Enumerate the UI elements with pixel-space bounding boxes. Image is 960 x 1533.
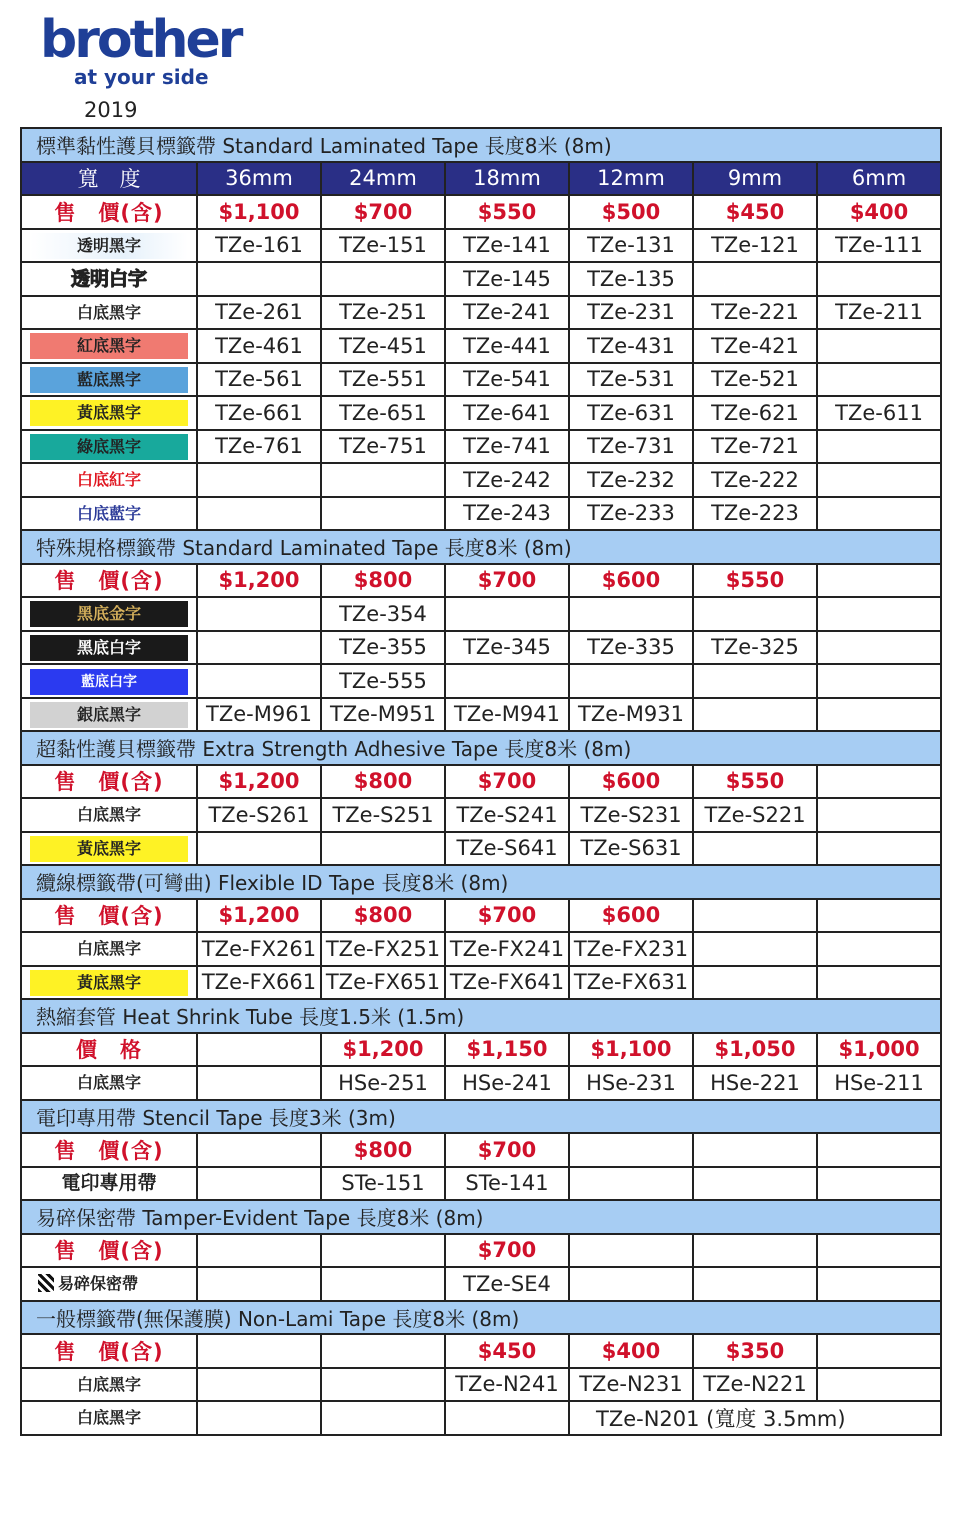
price-cell [569,1234,693,1268]
row-label: 白底藍字 [76,503,141,523]
model-cell [197,664,321,698]
price-row [21,1033,941,1067]
price-cell: $600 [569,899,693,933]
row-label: 綠底黑字 [30,434,188,460]
model-cell: TZe-231 [569,296,693,330]
row-label-cell [21,798,197,832]
price-cell: $450 [693,195,817,229]
model-cell: TZe-S641 [445,832,569,866]
price-cell: $400 [817,195,941,229]
model-cell [197,1267,321,1301]
price-cell [817,765,941,799]
model-cell [197,1368,321,1402]
model-cell: TZe-531 [569,363,693,397]
row-label-cell [21,597,197,631]
section-title: 標準黏性護貝標籤帶 Standard Laminated Tape 長度8米 (8m) [21,128,941,162]
price-row [21,1234,941,1268]
model-cell [817,798,941,832]
row-label: 黃底黑字 [30,400,188,426]
section-title-row [21,865,941,899]
section-title-row [21,1100,941,1134]
width-header-cell: 24mm [321,162,445,196]
model-cell: TZe-345 [445,631,569,665]
row-label: 白底黑字 [76,1408,141,1428]
model-cell: TZe-161 [197,229,321,263]
row-label-cell [21,463,197,497]
model-cell: TZe-731 [569,430,693,464]
price-cell [817,1234,941,1268]
price-label: 售 價(含) [21,564,197,598]
product-row [21,497,941,531]
model-cell: TZe-N221 [693,1368,817,1402]
price-cell [197,1133,321,1167]
price-cell: $800 [321,564,445,598]
price-cell: $550 [445,195,569,229]
model-cell: TZe-761 [197,430,321,464]
note-row [21,1401,941,1435]
row-label-cell [21,932,197,966]
model-cell: TZe-641 [445,396,569,430]
model-cell: TZe-121 [693,229,817,263]
model-cell: TZe-M931 [569,698,693,732]
model-cell: TZe-555 [321,664,445,698]
price-cell: $700 [445,1234,569,1268]
price-cell: $800 [321,765,445,799]
model-cell [817,664,941,698]
brand-tagline: at your side [74,65,209,89]
model-cell: TZe-S261 [197,798,321,832]
model-cell [569,1267,693,1301]
price-cell [817,564,941,598]
price-cell: $550 [693,765,817,799]
model-cell [321,1368,445,1402]
model-cell: TZe-111 [817,229,941,263]
model-cell [321,1401,445,1435]
model-cell: TZe-233 [569,497,693,531]
model-cell: TZe-621 [693,396,817,430]
model-cell: TZe-FX261 [197,932,321,966]
section-title-row [21,530,941,564]
price-row [21,564,941,598]
model-cell [321,1267,445,1301]
price-cell: $450 [445,1334,569,1368]
row-label: 白底黑字 [76,1374,141,1394]
row-label-cell [21,698,197,732]
product-row [21,229,941,263]
model-cell [693,664,817,698]
row-label: 透明白字 [70,267,147,290]
model-cell: TZe-131 [569,229,693,263]
product-row [21,1267,941,1301]
product-row [21,262,941,296]
price-cell: $350 [693,1334,817,1368]
model-cell [693,1167,817,1201]
model-cell: TZe-N231 [569,1368,693,1402]
model-cell: TZe-355 [321,631,445,665]
model-cell: TZe-241 [445,296,569,330]
product-row [21,463,941,497]
price-cell [693,1234,817,1268]
product-row [21,396,941,430]
section-title: 纜線標籤帶(可彎曲) Flexible ID Tape 長度8米 (8m) [21,865,941,899]
model-cell: HSe-211 [817,1066,941,1100]
model-cell [693,832,817,866]
row-label: 白底黑字 [76,805,141,825]
row-label: 透明黑字 [30,233,188,259]
model-cell: TZe-223 [693,497,817,531]
price-cell: $700 [445,1133,569,1167]
model-cell [321,262,445,296]
model-cell [817,966,941,1000]
price-cell: $1,200 [197,564,321,598]
model-cell: HSe-221 [693,1066,817,1100]
model-cell [817,430,941,464]
model-cell [817,497,941,531]
model-cell: TZe-141 [445,229,569,263]
note-cell: TZe-N201 (寬度 3.5mm) [569,1401,941,1435]
row-label-cell [21,296,197,330]
product-row [21,329,941,363]
model-cell: TZe-221 [693,296,817,330]
model-cell: TZe-251 [321,296,445,330]
model-cell [693,597,817,631]
width-header-cell: 36mm [197,162,321,196]
model-cell: TZe-FX641 [445,966,569,1000]
model-cell: TZe-135 [569,262,693,296]
price-cell [569,1133,693,1167]
model-cell: TZe-451 [321,329,445,363]
section-title-row [21,1200,941,1234]
section-title: 一般標籤帶(無保護膜) Non-Lami Tape 長度8米 (8m) [21,1301,941,1335]
model-cell: TZe-521 [693,363,817,397]
model-cell: STe-151 [321,1167,445,1201]
product-row [21,832,941,866]
model-cell: TZe-M941 [445,698,569,732]
model-cell [817,832,941,866]
price-cell: $800 [321,899,445,933]
product-row [21,1368,941,1402]
product-row [21,966,941,1000]
model-cell: TZe-721 [693,430,817,464]
model-cell: TZe-FX231 [569,932,693,966]
width-header-cell: 6mm [817,162,941,196]
section-title: 超黏性護貝標籤帶 Extra Strength Adhesive Tape 長度8米 (8m) [21,731,941,765]
model-cell [197,1401,321,1435]
row-label: 易碎保密帶 [58,1274,139,1294]
model-cell [321,497,445,531]
model-cell: TZe-FX251 [321,932,445,966]
model-cell: TZe-M951 [321,698,445,732]
model-cell [817,1167,941,1201]
product-row [21,363,941,397]
price-cell: $1,200 [321,1033,445,1067]
model-cell [817,1368,941,1402]
model-cell [197,497,321,531]
row-label-cell [21,664,197,698]
model-cell: TZe-232 [569,463,693,497]
row-label: 黃底黑字 [30,970,188,996]
price-label: 售 價(含) [21,1133,197,1167]
row-label-cell [21,497,197,531]
product-row [21,597,941,631]
model-cell: TZe-561 [197,363,321,397]
price-cell: $600 [569,564,693,598]
row-label-cell [21,396,197,430]
price-cell: $1,200 [197,765,321,799]
model-cell: TZe-325 [693,631,817,665]
row-label-cell [21,430,197,464]
row-label-cell [21,329,197,363]
model-cell: TZe-S631 [569,832,693,866]
model-cell: TZe-243 [445,497,569,531]
model-cell: TZe-N241 [445,1368,569,1402]
model-cell [197,463,321,497]
width-header-cell: 12mm [569,162,693,196]
model-cell: TZe-S241 [445,798,569,832]
price-cell [197,1033,321,1067]
section-title-row [21,128,941,162]
model-cell [321,463,445,497]
model-cell [817,698,941,732]
model-cell [693,1267,817,1301]
row-label-cell [21,1066,197,1100]
row-label: 紅底黑字 [30,333,188,359]
width-header-row [21,162,941,196]
price-cell [817,1334,941,1368]
model-cell [693,698,817,732]
row-label-cell [21,1267,197,1301]
model-cell [817,597,941,631]
model-cell: TZe-751 [321,430,445,464]
brother-logo [40,10,241,92]
model-cell [445,1401,569,1435]
row-label: 白底黑字 [76,302,141,322]
model-cell [321,832,445,866]
model-cell: TZe-151 [321,229,445,263]
row-label: 電印專用帶 [61,1172,157,1195]
price-row [21,195,941,229]
price-cell [197,1234,321,1268]
model-cell [197,832,321,866]
row-label: 黃底黑字 [30,836,188,862]
model-cell: TZe-FX651 [321,966,445,1000]
row-label-cell [21,262,197,296]
model-cell: TZe-FX661 [197,966,321,1000]
row-label: 白底黑字 [76,1073,141,1093]
model-cell [445,597,569,631]
price-cell [693,1133,817,1167]
section-title: 熱縮套管 Heat Shrink Tube 長度1.5米 (1.5m) [21,999,941,1033]
model-cell [197,262,321,296]
price-cell: $1,100 [569,1033,693,1067]
price-row [21,1334,941,1368]
section-title: 特殊規格標籤帶 Standard Laminated Tape 長度8米 (8m) [21,530,941,564]
row-label-cell [21,966,197,1000]
model-cell: HSe-231 [569,1066,693,1100]
model-cell: TZe-FX241 [445,932,569,966]
model-cell [569,1167,693,1201]
model-cell: TZe-441 [445,329,569,363]
section-title: 電印專用帶 Stencil Tape 長度3米 (3m) [21,1100,941,1134]
model-cell [817,631,941,665]
price-cell: $800 [321,1133,445,1167]
year-label: 2019 [84,98,138,122]
product-row [21,798,941,832]
model-cell: TZe-242 [445,463,569,497]
price-cell: $1,050 [693,1033,817,1067]
model-cell: TZe-S221 [693,798,817,832]
row-label-cell [21,1167,197,1201]
model-cell: TZe-661 [197,396,321,430]
model-cell: TZe-145 [445,262,569,296]
price-row [21,1133,941,1167]
model-cell: TZe-551 [321,363,445,397]
row-label-cell [21,1368,197,1402]
model-cell [817,932,941,966]
model-cell: TZe-SE4 [445,1267,569,1301]
section-title: 易碎保密帶 Tamper-Evident Tape 長度8米 (8m) [21,1200,941,1234]
model-cell: HSe-241 [445,1066,569,1100]
model-cell: TZe-M961 [197,698,321,732]
model-cell: TZe-461 [197,329,321,363]
price-cell: $1,200 [197,899,321,933]
price-cell: $500 [569,195,693,229]
price-row [21,899,941,933]
width-header-label: 寬 度 [21,162,197,196]
price-cell [321,1234,445,1268]
width-header-cell: 18mm [445,162,569,196]
price-cell: $1,150 [445,1033,569,1067]
price-cell: $700 [445,899,569,933]
model-cell [817,363,941,397]
product-row [21,1167,941,1201]
brand-name: brother [40,10,241,70]
model-cell [569,664,693,698]
product-row [21,698,941,732]
model-cell [817,262,941,296]
model-cell: TZe-335 [569,631,693,665]
model-cell: TZe-FX631 [569,966,693,1000]
row-label: 白底紅字 [76,470,141,490]
price-label: 售 價(含) [21,765,197,799]
model-cell [817,329,941,363]
model-cell [197,631,321,665]
price-cell [817,899,941,933]
model-cell [197,1167,321,1201]
model-cell: TZe-222 [693,463,817,497]
product-row [21,664,941,698]
model-cell: TZe-S251 [321,798,445,832]
product-row [21,932,941,966]
product-row [21,1066,941,1100]
row-label-cell [21,363,197,397]
price-cell [197,1334,321,1368]
price-cell: $700 [321,195,445,229]
row-label: 藍底白字 [30,669,188,695]
row-label: 黑底金字 [30,601,188,627]
model-cell [817,1267,941,1301]
model-cell: TZe-741 [445,430,569,464]
price-label: 售 價(含) [21,1334,197,1368]
product-row [21,296,941,330]
price-cell: $700 [445,765,569,799]
model-cell: STe-141 [445,1167,569,1201]
price-cell [693,899,817,933]
model-cell [197,1066,321,1100]
section-title-row [21,731,941,765]
model-cell [569,597,693,631]
price-cell: $600 [569,765,693,799]
price-row [21,765,941,799]
model-cell: TZe-421 [693,329,817,363]
price-cell: $1,100 [197,195,321,229]
price-cell: $1,000 [817,1033,941,1067]
price-cell: $700 [445,564,569,598]
width-header-cell: 9mm [693,162,817,196]
model-cell: TZe-S231 [569,798,693,832]
model-cell [445,664,569,698]
section-title-row [21,1301,941,1335]
model-cell [693,966,817,1000]
model-cell: TZe-651 [321,396,445,430]
model-cell [693,262,817,296]
model-cell: TZe-354 [321,597,445,631]
row-label-cell [21,631,197,665]
price-label: 售 價(含) [21,195,197,229]
row-label: 藍底黑字 [30,367,188,393]
row-label-cell [21,1401,197,1435]
model-cell: TZe-611 [817,396,941,430]
row-label-cell [21,832,197,866]
price-cell: $550 [693,564,817,598]
price-table [20,127,942,1436]
model-cell: TZe-431 [569,329,693,363]
row-label: 銀底黑字 [30,702,188,728]
price-cell [321,1334,445,1368]
product-row [21,430,941,464]
section-title-row [21,999,941,1033]
price-cell [817,1133,941,1167]
row-label: 白底黑字 [76,939,141,959]
model-cell: HSe-251 [321,1066,445,1100]
model-cell: TZe-541 [445,363,569,397]
model-cell: TZe-631 [569,396,693,430]
price-cell: $400 [569,1334,693,1368]
product-row [21,631,941,665]
price-label: 售 價(含) [21,1234,197,1268]
model-cell: TZe-261 [197,296,321,330]
model-cell [197,597,321,631]
model-cell: TZe-211 [817,296,941,330]
row-label: 黑底白字 [30,635,188,661]
row-label-cell [21,229,197,263]
model-cell [693,932,817,966]
price-label: 價 格 [21,1033,197,1067]
model-cell [817,463,941,497]
price-label: 售 價(含) [21,899,197,933]
tamper-icon [38,1274,54,1292]
